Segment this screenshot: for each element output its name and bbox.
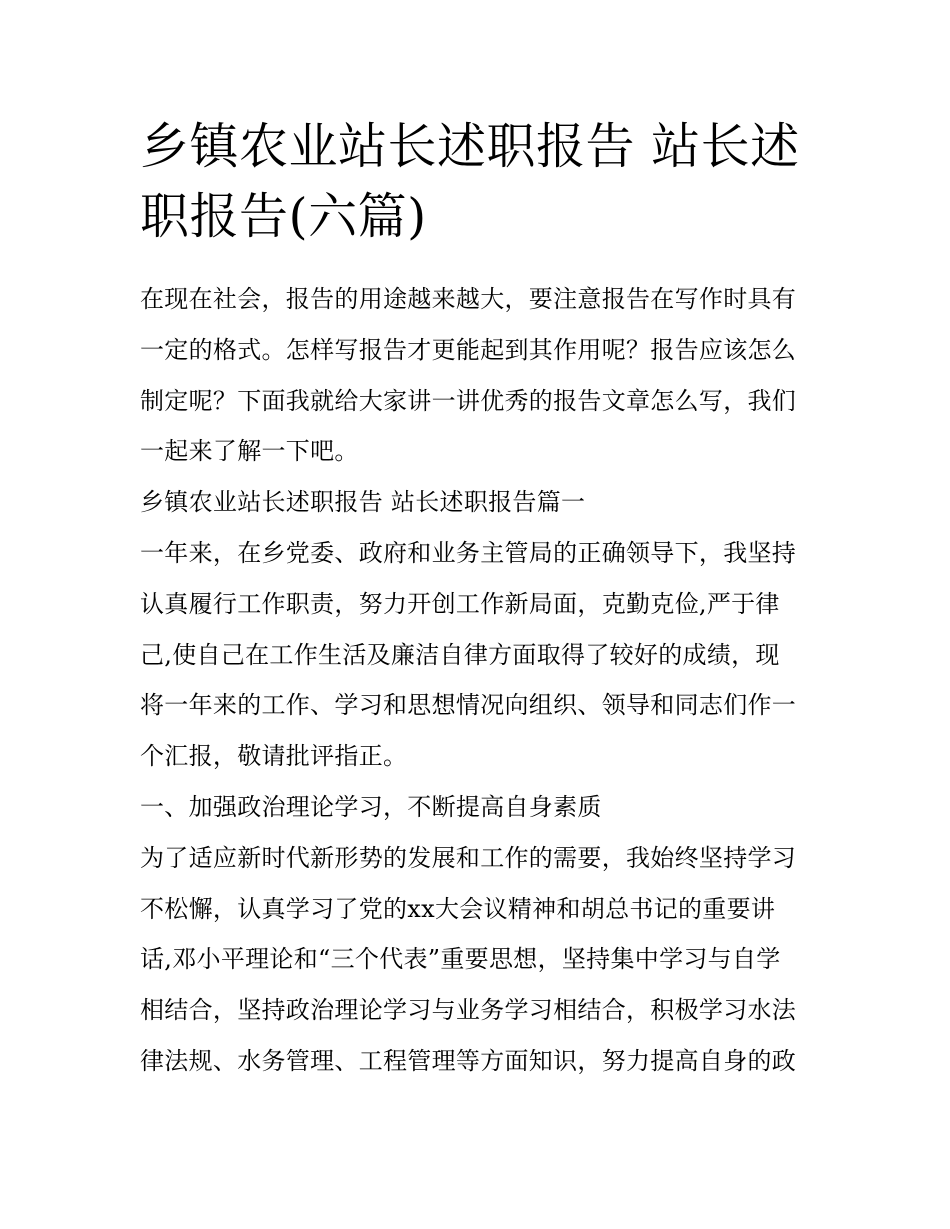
paragraph-line: 将一年来的工作、学习和思想情况向组织、领导和同志们作一 xyxy=(140,691,797,720)
title-line: 职报告(六篇) xyxy=(140,188,427,245)
intro-line: 一起来了解一下吧。 xyxy=(140,437,359,466)
paragraph-line: 为了适应新时代新形势的发展和工作的需要，我始终坚持学习 xyxy=(140,843,797,872)
paragraph-line: 个汇报，敬请批评指正。 xyxy=(140,742,408,771)
paragraph-line: 话,邓小平理论和“三个代表”重要思想，坚持集中学习与自学 xyxy=(140,945,781,974)
paragraph-line: 相结合，坚持政治理论学习与业务学习相结合，积极学习水法 xyxy=(140,996,797,1025)
paragraph-line: 律法规、水务管理、工程管理等方面知识，努力提高自身的政 xyxy=(140,1046,797,1075)
paragraph-line: 不松懈，认真学习了党的xx大会议精神和胡总书记的重要讲 xyxy=(140,894,776,923)
intro-line: 制定呢？下面我就给大家讲一讲优秀的报告文章怎么写，我们 xyxy=(140,386,797,415)
document-body xyxy=(140,274,815,1087)
intro-line: 一定的格式。怎样写报告才更能起到其作用呢？报告应该怎么 xyxy=(140,335,797,364)
subsection-heading: 一、加强政治理论学习，不断提高自身素质 xyxy=(140,792,602,821)
paragraph-line: 一年来，在乡党委、政府和业务主管局的正确领导下，我坚持 xyxy=(140,538,797,567)
document-title xyxy=(140,112,820,252)
paragraph-line: 己,使自己在工作生活及廉洁自律方面取得了较好的成绩，现 xyxy=(140,640,780,669)
title-line: 乡镇农业站长述职报告 站长述 xyxy=(140,118,800,175)
intro-line: 在现在社会，报告的用途越来越大，要注意报告在写作时具有 xyxy=(140,285,797,313)
paragraph-line: 认真履行工作职责，努力开创工作新局面，克勤克俭,严于律 xyxy=(140,589,780,618)
section-heading: 乡镇农业站长述职报告 站长述职报告篇一 xyxy=(140,488,586,517)
